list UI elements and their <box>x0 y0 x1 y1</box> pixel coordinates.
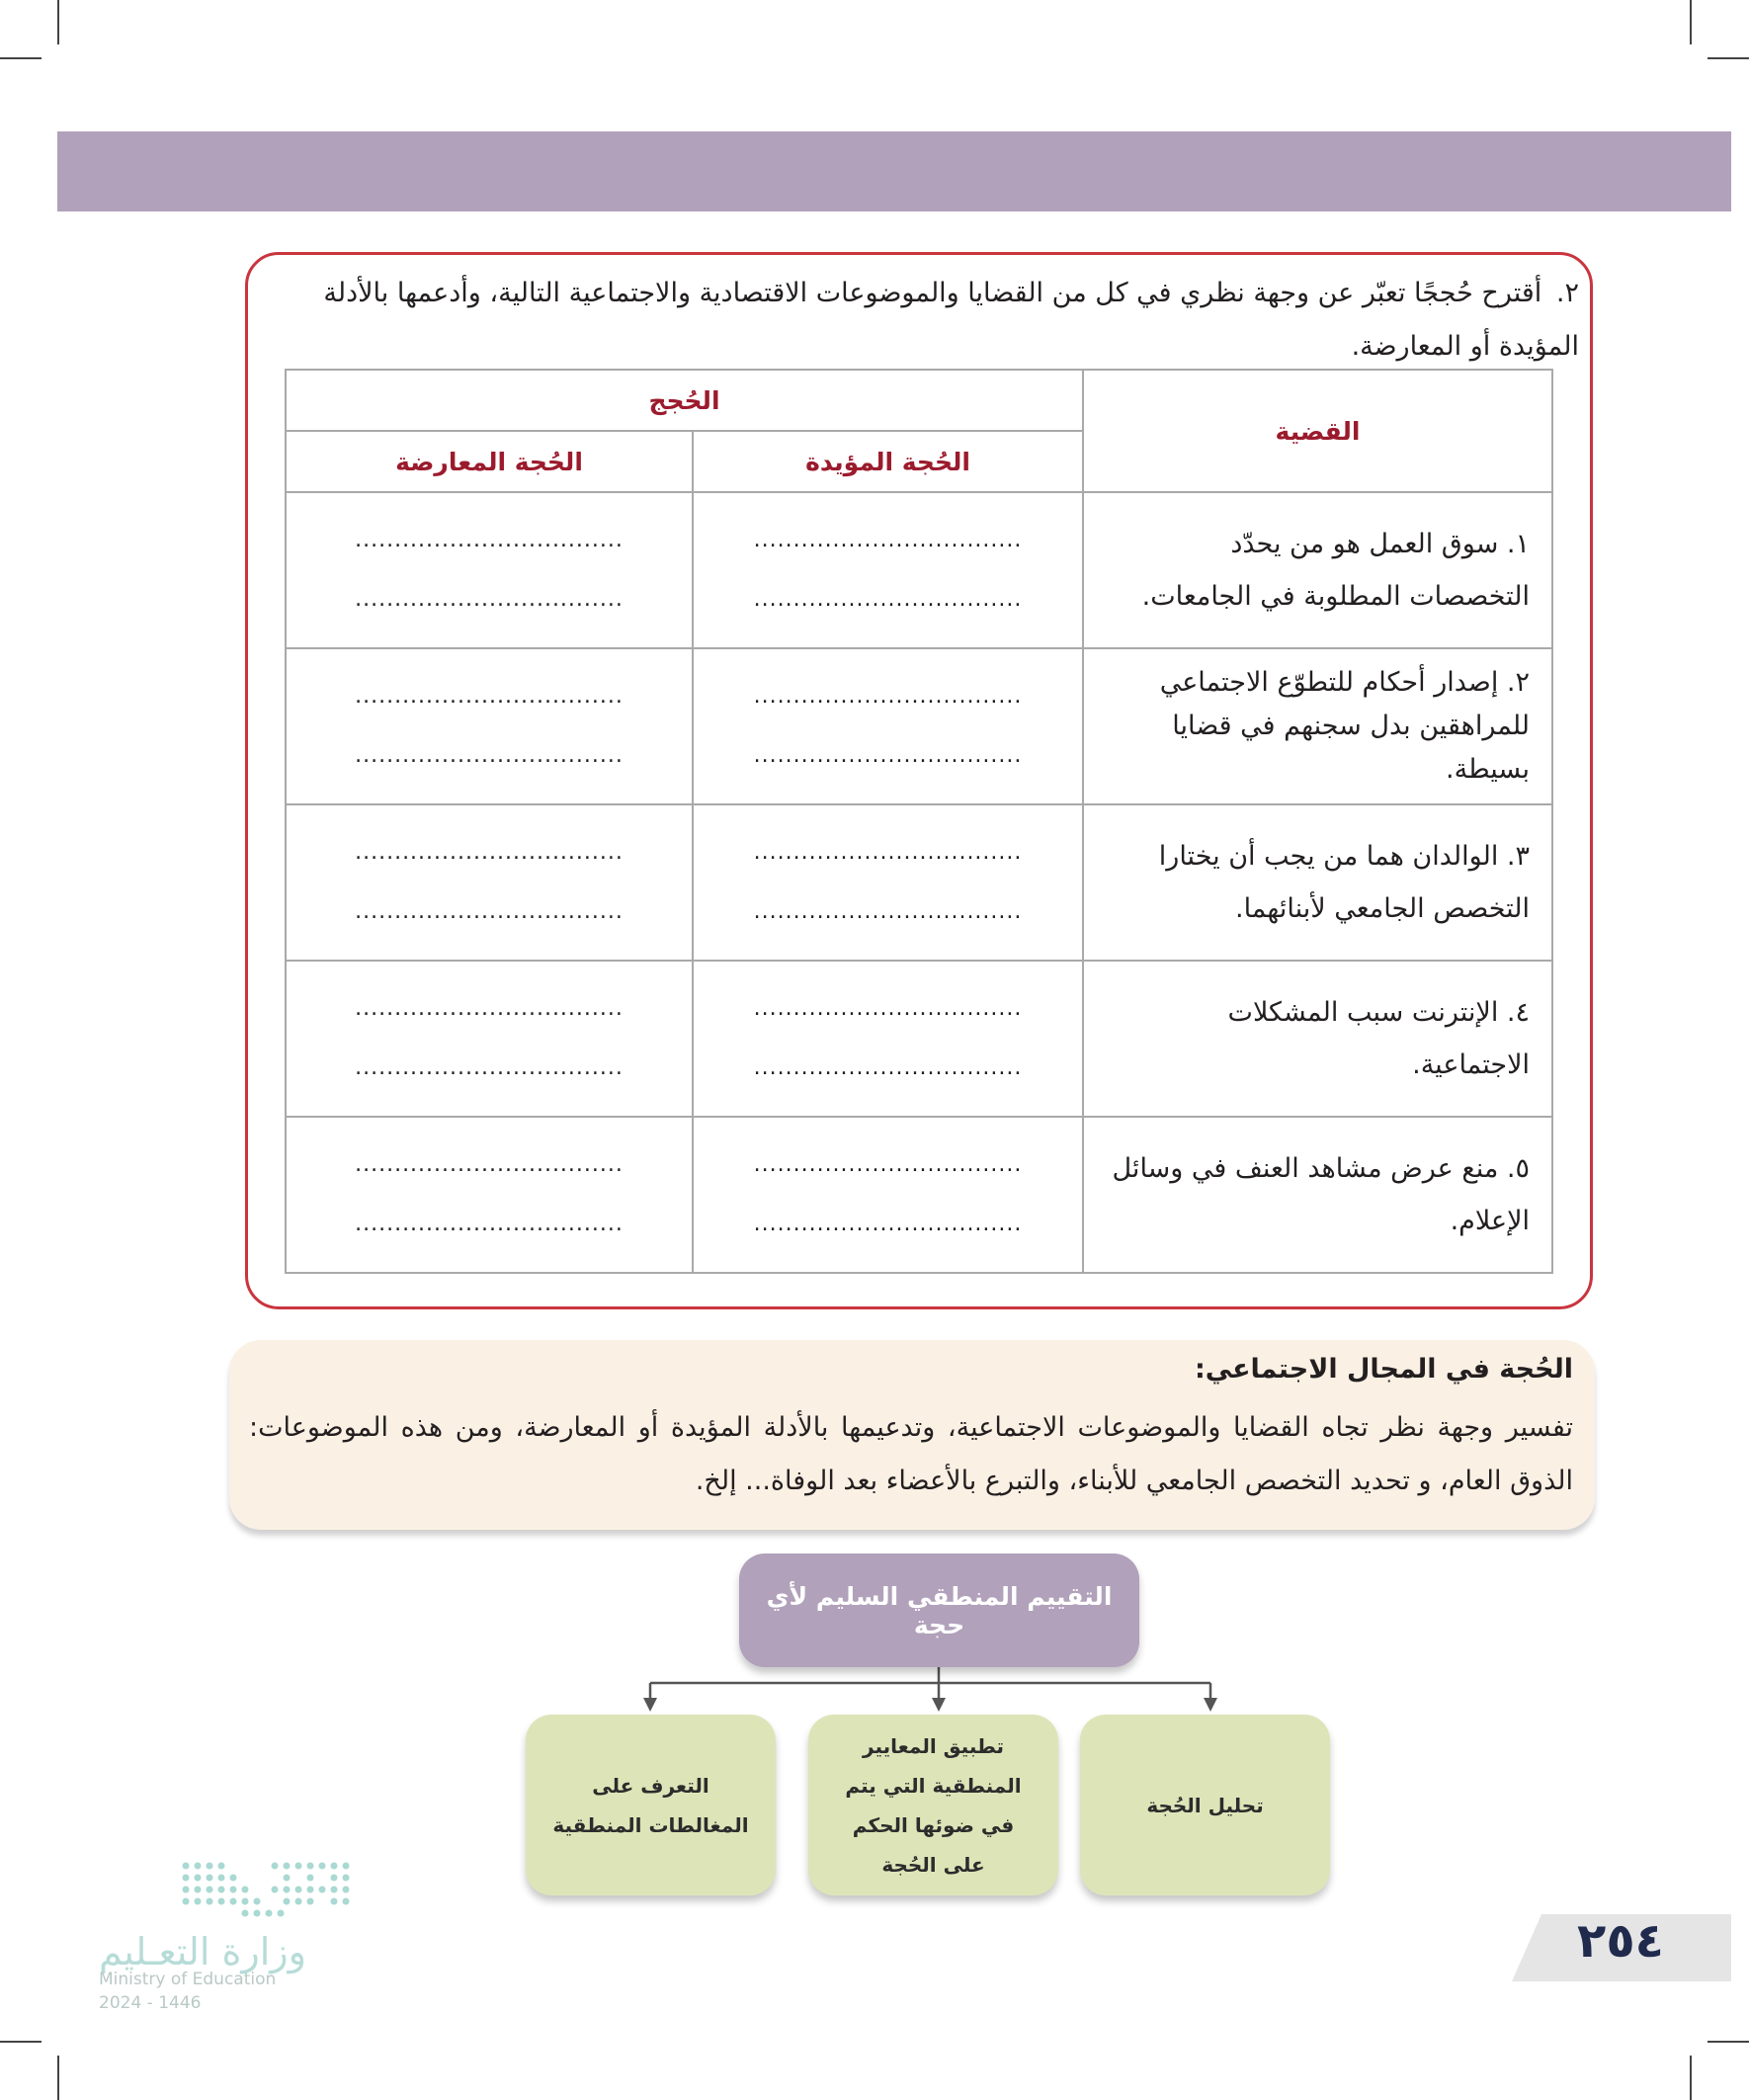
crop-mark <box>1690 0 1692 44</box>
table-row <box>286 1117 1552 1273</box>
opposing-blank[interactable]: .................................. .................................. <box>286 648 693 804</box>
table-row <box>286 648 1552 804</box>
issue-cell: ٤. الإنترنت سبب المشكلات الاجتماعية. <box>1083 961 1552 1117</box>
definition-box <box>229 1340 1595 1530</box>
crop-mark <box>0 2041 42 2043</box>
issue-cell: ٥. منع عرض مشاهد العنف في وسائل الإعلام. <box>1083 1117 1552 1273</box>
ministry-name-arabic: وزارة التعـليم <box>99 1930 307 1974</box>
issue-cell: ٣. الوالدان هما من يجب أن يختارا التخصص الجامعي لأبنائهما. <box>1083 804 1552 961</box>
diagram-node-analysis: تحليل الحُجة <box>1080 1715 1330 1895</box>
definition-title: الحُجة في المجال الاجتماعي: <box>1194 1354 1573 1385</box>
supporting-blank[interactable]: .................................. .................................. <box>693 1117 1083 1273</box>
crop-mark <box>1707 2041 1749 2043</box>
header-band <box>57 131 1731 211</box>
arrow-head <box>1204 1698 1217 1712</box>
crop-mark <box>1707 57 1749 59</box>
issue-cell: ١. سوق العمل هو من يحدّد التخصصات المطلوبة في الجامعات. <box>1083 492 1552 648</box>
opposing-blank[interactable]: .................................. .................................. <box>286 1117 693 1273</box>
ministry-name-english: Ministry of Education <box>99 1970 277 1989</box>
activity-question <box>275 267 1579 374</box>
supporting-blank[interactable]: .................................. .................................. <box>693 492 1083 648</box>
definition-body: تفسير وجهة نظر تجاه القضايا والموضوعات الاجتماعية، وتدعيمها بالأدلة المؤيدة أو المعارضة، ومن هذه الموضوعات: الذوق العام، و تحديد التخصص الجامعي للأبناء، والتبرع بالأعضاء بعد الوفاة... إلخ. <box>249 1412 1573 1496</box>
crop-mark <box>1690 2056 1692 2100</box>
supporting-blank[interactable]: .................................. .................................. <box>693 961 1083 1117</box>
diagram-root-node: التقييم المنطقي السليم لأي حجة <box>739 1554 1139 1667</box>
supporting-blank[interactable]: .................................. .................................. <box>693 804 1083 961</box>
table-row <box>286 804 1552 961</box>
opposing-blank[interactable]: .................................. .................................. <box>286 961 693 1117</box>
ministry-year: 2024 - 1446 <box>99 1993 202 2013</box>
question-prompt: أقترح حُججًا تعبّر عن وجهة نظري في كل من القضايا والموضوعات الاقتصادية والاجتماعية التالية، وأدعمها بالأدلة المؤيدة أو المعارضة. <box>323 278 1579 362</box>
arguments-table <box>285 369 1553 1274</box>
table-row <box>286 961 1552 1117</box>
header-arguments: الحُجج <box>286 370 1083 431</box>
arrow-head <box>643 1698 657 1712</box>
arrow-head <box>932 1698 946 1712</box>
question-number: ٢. <box>1555 278 1579 308</box>
crop-mark <box>0 57 42 59</box>
supporting-blank[interactable]: .................................. .................................. <box>693 648 1083 804</box>
issue-cell: ٢. إصدار أحكام للتطوّع الاجتماعي للمراهقين بدل سجنهم في قضايا بسيطة. <box>1083 648 1552 804</box>
opposing-blank[interactable]: .................................. .................................. <box>286 804 693 961</box>
table-row <box>286 492 1552 648</box>
diagram-node-criteria: تطبيق المعايير المنطقية التي يتم في ضوئها الحكم على الحُجة <box>808 1715 1058 1895</box>
header-supporting: الحُجة المؤيدة <box>693 431 1083 492</box>
header-opposing: الحُجة المعارضة <box>286 431 693 492</box>
crop-mark <box>57 0 59 44</box>
page-number: ٢٥٤ <box>1577 1913 1664 1969</box>
opposing-blank[interactable]: .................................. .................................. <box>286 492 693 648</box>
diagram-node-fallacies: التعرف على المغالطات المنطقية <box>526 1715 776 1895</box>
crop-mark <box>57 2056 59 2100</box>
header-issue: القضية <box>1083 370 1552 492</box>
